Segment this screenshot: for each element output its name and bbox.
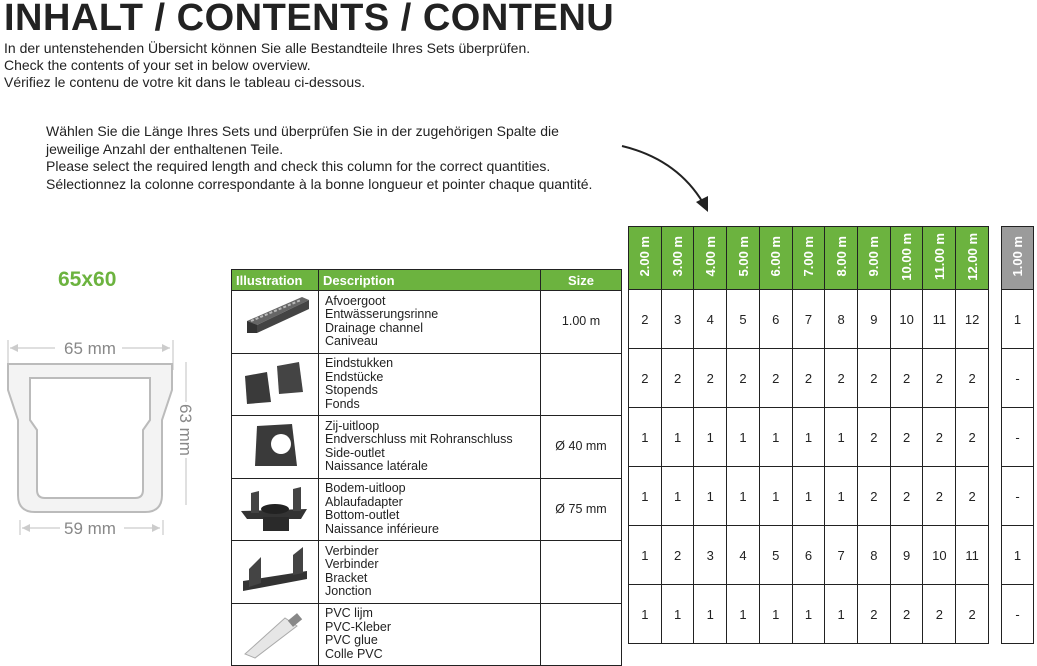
quantity-cell: 4 — [727, 526, 760, 585]
description-line: Bodem-uitloop — [325, 481, 406, 496]
table-row — [232, 291, 622, 354]
description-line: Bottom-outlet — [325, 508, 400, 523]
quantity-cell: 4 — [694, 290, 727, 349]
quantity-cell: 1 — [825, 467, 858, 526]
description-line: Eindstukken — [325, 356, 394, 371]
quantity-cell: 2 — [923, 467, 956, 526]
description-line: Afvoergoot — [325, 293, 386, 308]
profile-width-top: 65 mm — [64, 339, 116, 358]
bracket-icon — [232, 541, 318, 599]
quantity-cell: 2 — [858, 585, 891, 644]
instruction-line: Sélectionnez la colonne correspondante à la bonne longueur et pointer chaque quantité. — [46, 175, 593, 192]
quantity-cell: 1 — [759, 585, 792, 644]
length-header[interactable]: 7.00 m — [792, 227, 825, 290]
quantity-row — [629, 467, 989, 526]
intro-en: Check the contents of your set in below overview. — [4, 57, 311, 73]
quantity-cell: 2 — [858, 349, 891, 408]
illustration-cell — [232, 478, 319, 541]
quantity-cell: 5 — [759, 526, 792, 585]
description-line: Bracket — [325, 570, 368, 585]
quantity-cell: 2 — [923, 585, 956, 644]
quantity-cell: 6 — [792, 526, 825, 585]
quantity-cell: - — [1002, 408, 1034, 467]
quantity-cell: 1 — [694, 408, 727, 467]
quantity-cell: 2 — [923, 349, 956, 408]
description-line: Zij-uitloop — [325, 418, 380, 433]
instruction-line: Wählen Sie die Länge Ihres Sets und überprüfen Sie in der zugehörigen Spalte die — [46, 123, 559, 139]
quantity-cell: 3 — [661, 290, 694, 349]
table-row — [232, 353, 622, 416]
quantity-cell: 2 — [759, 349, 792, 408]
description-line: Naissance latérale — [325, 459, 428, 474]
header-description: Description — [319, 270, 541, 291]
description-line: Entwässerungsrinne — [325, 307, 439, 322]
length-header[interactable]: 2.00 m — [629, 227, 662, 290]
quantity-cell: 2 — [923, 408, 956, 467]
quantity-cell: 2 — [890, 349, 923, 408]
channel-icon — [232, 291, 318, 349]
instruction-line: jeweilige Anzahl der enthaltenen Teile. — [46, 140, 284, 157]
endcaps-icon — [232, 354, 318, 412]
length-header[interactable]: 11.00 m — [923, 227, 956, 290]
quantity-cell: - — [1002, 467, 1034, 526]
description-line: Side-outlet — [325, 445, 385, 460]
single-length-table — [1001, 226, 1034, 644]
quantity-cell: 2 — [629, 290, 662, 349]
quantity-row — [1002, 526, 1034, 585]
quantity-cell: 8 — [825, 290, 858, 349]
intro-fr: Vérifiez le contenu de votre kit dans le tableau ci-dessous. — [4, 74, 366, 90]
quantity-cell: 6 — [759, 290, 792, 349]
description-line: Stopends — [325, 383, 378, 398]
intro-text — [4, 40, 530, 91]
description-line: Endstücke — [325, 369, 384, 384]
description-line: Naissance inférieure — [325, 521, 439, 536]
quantity-cell: 10 — [923, 526, 956, 585]
intro-de: In der untenstehenden Übersicht können Sie alle Bestandteile Ihres Sets überprüfen. — [4, 40, 531, 56]
length-header[interactable]: 10.00 m — [890, 227, 923, 290]
profile-width-bottom: 59 mm — [64, 519, 116, 538]
description-line: Drainage channel — [325, 320, 423, 335]
quantity-cell: 12 — [956, 290, 989, 349]
quantity-cell: 2 — [956, 467, 989, 526]
quantity-cell: 2 — [792, 349, 825, 408]
quantity-row — [1002, 408, 1034, 467]
table-row — [232, 478, 622, 541]
size-cell — [541, 541, 622, 604]
description-line: Fonds — [325, 396, 360, 411]
quantity-cell: 11 — [956, 526, 989, 585]
quantity-cell: 11 — [923, 290, 956, 349]
quantity-cell: 1 — [1002, 290, 1034, 349]
length-header[interactable]: 3.00 m — [661, 227, 694, 290]
length-header-1m[interactable]: 1.00 m — [1002, 227, 1034, 290]
description-cell — [319, 603, 541, 666]
description-cell — [319, 541, 541, 604]
quantity-cell: 1 — [1002, 526, 1034, 585]
description-line: Caniveau — [325, 334, 378, 349]
description-line: Verbinder — [325, 543, 379, 558]
quantity-row — [629, 290, 989, 349]
quantity-cell: 2 — [727, 349, 760, 408]
table-row — [232, 416, 622, 479]
contents-table — [231, 269, 622, 666]
quantity-row — [629, 585, 989, 644]
header-size: Size — [541, 270, 622, 291]
quantity-cell: 7 — [792, 290, 825, 349]
quantity-row — [629, 408, 989, 467]
description-cell — [319, 353, 541, 416]
size-cell: Ø 75 mm — [541, 478, 622, 541]
quantity-cell: - — [1002, 349, 1034, 408]
quantity-cell: 1 — [629, 408, 662, 467]
description-line: PVC lijm — [325, 606, 373, 621]
quantity-row — [629, 349, 989, 408]
quantity-table — [628, 226, 989, 644]
quantity-cell: 2 — [694, 349, 727, 408]
quantity-cell: - — [1002, 585, 1034, 644]
quantity-cell: 7 — [825, 526, 858, 585]
quantity-cell: 2 — [956, 408, 989, 467]
quantity-row — [629, 526, 989, 585]
quantity-cell: 1 — [694, 585, 727, 644]
quantity-cell: 2 — [890, 467, 923, 526]
illustration-cell — [232, 353, 319, 416]
length-header[interactable]: 4.00 m — [694, 227, 727, 290]
length-header[interactable]: 6.00 m — [759, 227, 792, 290]
size-cell — [541, 353, 622, 416]
description-line: PVC-Kleber — [325, 619, 391, 634]
description-cell — [319, 291, 541, 354]
illustration-cell — [232, 603, 319, 666]
description-line: Ablaufadapter — [325, 494, 403, 509]
quantity-cell: 1 — [661, 467, 694, 526]
profile-height: 63 mm — [176, 404, 195, 456]
quantity-cell: 2 — [956, 349, 989, 408]
quantity-cell: 1 — [759, 408, 792, 467]
quantity-row — [1002, 349, 1034, 408]
description-line: PVC glue — [325, 633, 378, 648]
quantity-cell: 2 — [956, 585, 989, 644]
illustration-cell — [232, 416, 319, 479]
bottom-outlet-icon — [232, 479, 318, 537]
quantity-cell: 2 — [858, 408, 891, 467]
quantity-row — [1002, 467, 1034, 526]
model-label: 65x60 — [58, 268, 117, 291]
quantity-row — [1002, 290, 1034, 349]
quantity-cell: 1 — [792, 408, 825, 467]
illustration-cell — [232, 291, 319, 354]
table-row — [232, 541, 622, 604]
description-line: Verbinder — [325, 557, 379, 572]
description-cell — [319, 416, 541, 479]
quantity-cell: 2 — [890, 408, 923, 467]
arrow-icon — [600, 140, 720, 220]
page-title: INHALT / CONTENTS / CONTENU — [4, 0, 615, 39]
quantity-cell: 1 — [629, 585, 662, 644]
quantity-cell: 9 — [858, 290, 891, 349]
quantity-cell: 1 — [825, 585, 858, 644]
size-cell: Ø 40 mm — [541, 416, 622, 479]
quantity-cell: 9 — [890, 526, 923, 585]
quantity-cell: 2 — [825, 349, 858, 408]
length-header[interactable]: 12.00 m — [956, 227, 989, 290]
quantity-cell: 1 — [792, 467, 825, 526]
quantity-cell: 3 — [694, 526, 727, 585]
quantity-cell: 1 — [661, 585, 694, 644]
quantity-cell: 1 — [727, 467, 760, 526]
description-line: Jonction — [325, 584, 372, 599]
quantity-cell: 2 — [890, 585, 923, 644]
quantity-cell: 2 — [661, 526, 694, 585]
length-header[interactable]: 5.00 m — [727, 227, 760, 290]
quantity-cell: 5 — [727, 290, 760, 349]
quantity-cell: 8 — [858, 526, 891, 585]
instructions — [46, 123, 592, 193]
quantity-cell: 1 — [629, 526, 662, 585]
profile-drawing-icon — [0, 330, 205, 540]
quantity-cell: 1 — [629, 467, 662, 526]
length-header[interactable]: 9.00 m — [858, 227, 891, 290]
side-outlet-icon — [232, 416, 318, 474]
quantity-cell: 10 — [890, 290, 923, 349]
illustration-cell — [232, 541, 319, 604]
quantity-cell: 2 — [661, 349, 694, 408]
table-row — [232, 603, 622, 666]
size-cell — [541, 603, 622, 666]
size-cell: 1.00 m — [541, 291, 622, 354]
quantity-cell: 1 — [694, 467, 727, 526]
quantity-cell: 1 — [727, 585, 760, 644]
quantity-cell: 1 — [792, 585, 825, 644]
length-header[interactable]: 8.00 m — [825, 227, 858, 290]
quantity-cell: 2 — [858, 467, 891, 526]
quantity-cell: 1 — [727, 408, 760, 467]
quantity-cell: 1 — [661, 408, 694, 467]
description-cell — [319, 478, 541, 541]
quantity-cell: 1 — [759, 467, 792, 526]
description-line: Colle PVC — [325, 646, 383, 661]
instruction-line: Please select the required length and check this column for the correct quantities. — [46, 158, 551, 174]
quantity-cell: 1 — [825, 408, 858, 467]
description-line: Endverschluss mit Rohranschluss — [325, 432, 513, 447]
header-illustration: Illustration — [232, 270, 319, 291]
quantity-row — [1002, 585, 1034, 644]
quantity-cell: 2 — [629, 349, 662, 408]
